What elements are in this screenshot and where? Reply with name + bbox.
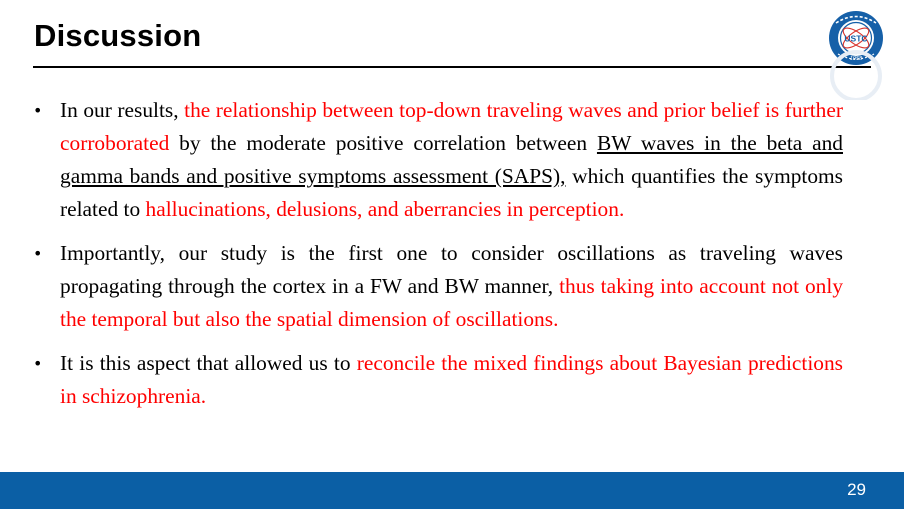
bullet-highlight: thus taking into account not only the temporal but also the spatial dimension of oscillations.: [60, 274, 844, 331]
footer-bar: [0, 472, 904, 509]
bullet-text: by the moderate positive correlation between: [169, 131, 597, 155]
bullet-text: Importantly, our study is the first one to consider oscillations as traveling waves propagating through the cortex in a FW and BW manner,: [60, 241, 843, 298]
university-logo: [826, 8, 886, 100]
page-number: 29: [847, 480, 866, 499]
bullet-underlined: BW waves in the beta and gamma bands and positive symptoms assessment (SAPS),: [60, 131, 843, 188]
bullet-item: [33, 347, 843, 413]
bullet-highlight: the relationship between top-down traveling waves and prior belief is further corroborated: [60, 98, 843, 155]
bullet-highlight: reconcile the mixed findings about Bayesian predictions in schizophrenia.: [60, 351, 843, 408]
slide-title: Discussion: [34, 18, 202, 53]
bullet-highlight: hallucinations, delusions, and aberrancies in perception.: [145, 197, 625, 221]
bullet-dot-icon: •: [33, 244, 43, 263]
bullet-item: [33, 94, 843, 226]
logo-year: 1958: [849, 56, 863, 62]
bullet-list: [33, 94, 843, 424]
bullet-text: In our results,: [60, 98, 185, 122]
logo-text: USTC: [844, 33, 868, 44]
bullet-dot-icon: •: [33, 354, 43, 373]
title-divider: [33, 66, 871, 68]
bullet-item: [33, 237, 843, 336]
bullet-dot-icon: •: [33, 101, 43, 120]
bullet-text: which quantifies the symptoms related to: [60, 164, 844, 221]
bullet-text: It is this aspect that allowed us to: [60, 351, 357, 375]
